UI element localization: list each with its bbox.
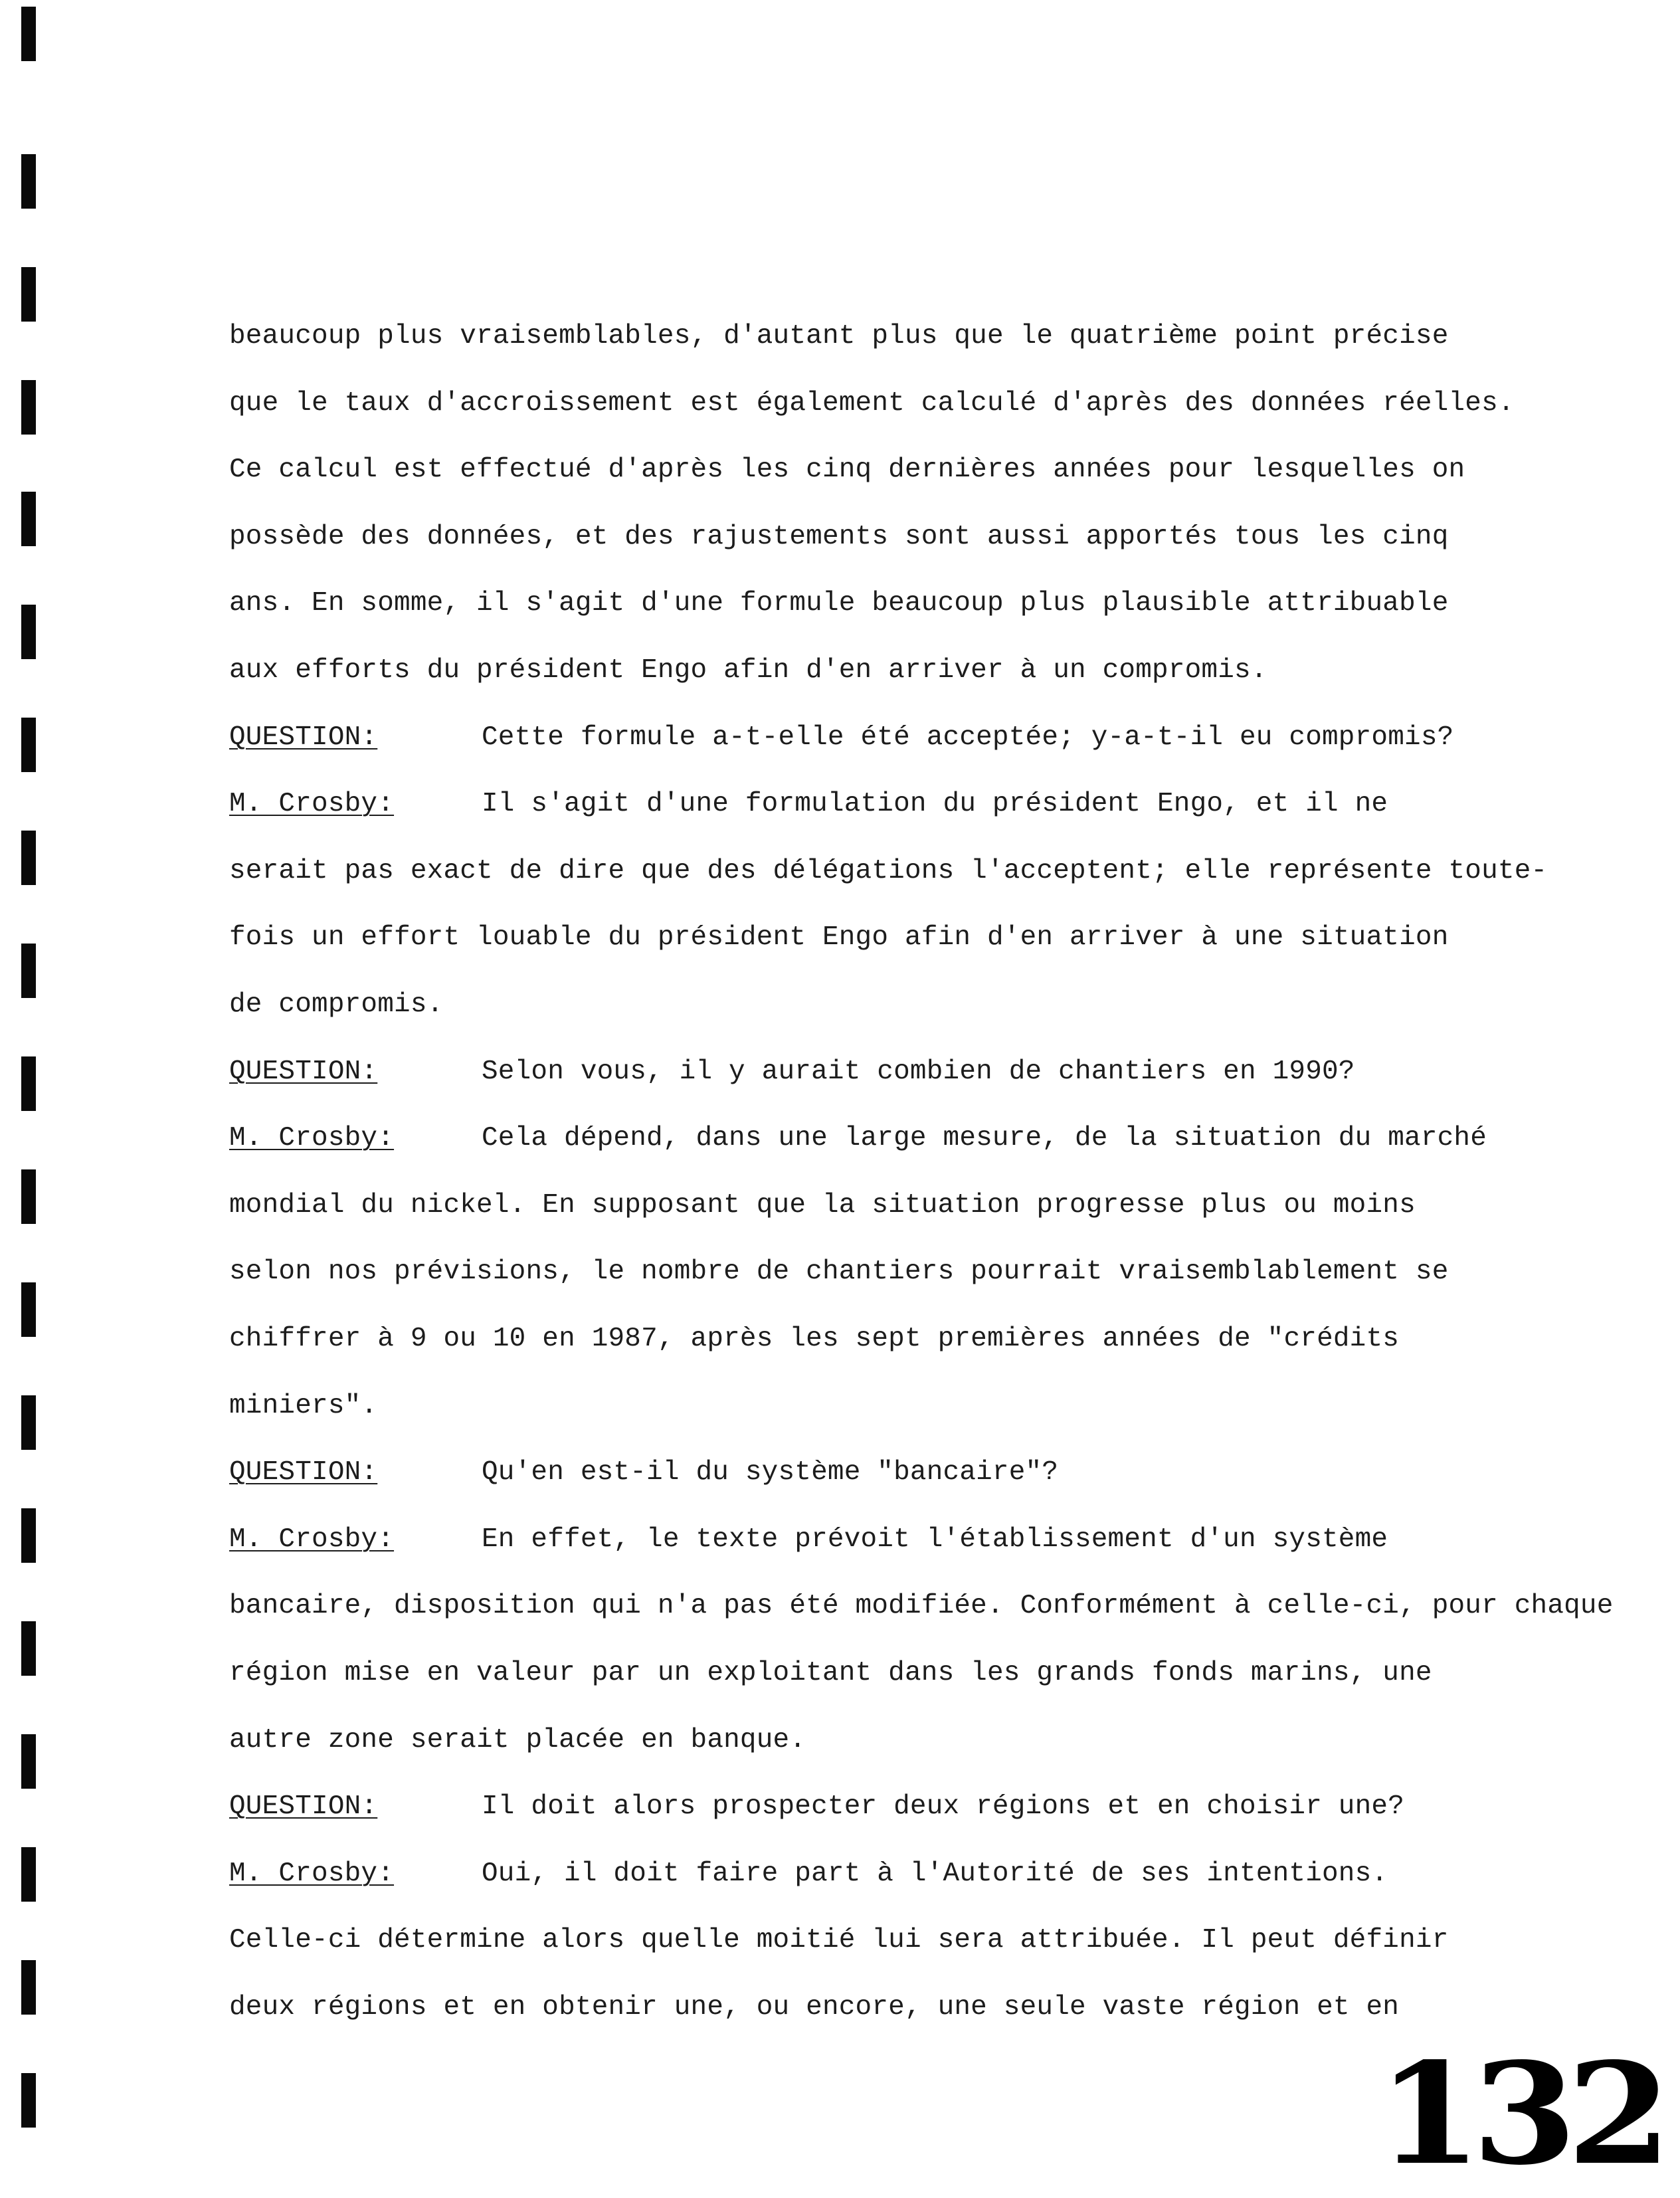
dialogue-line	[229, 788, 1388, 820]
line-text: bancaire, disposition qui n'a pas été modifiée. Conformément à celle-ci, pour chaque	[229, 1591, 1614, 1621]
speaker-label: M. Crosby:	[229, 1123, 395, 1153]
text-line	[229, 1657, 1432, 1689]
text-line	[229, 1256, 1449, 1288]
speaker-label: QUESTION:	[229, 722, 378, 753]
text-line	[229, 587, 1449, 619]
text-line	[229, 454, 1465, 486]
speaker-label: QUESTION:	[229, 1056, 378, 1087]
line-text: fois un effort louable du président Engo afin d'en arriver à une situation	[229, 922, 1449, 953]
text-line	[229, 1590, 1614, 1622]
dialogue-line	[229, 1791, 1404, 1823]
line-text: Cette formule a-t-elle été acceptée; y-a-t-il eu compromis?	[482, 722, 1454, 753]
line-text: Il doit alors prospecter deux régions et en choisir une?	[482, 1791, 1405, 1822]
page-number: 132	[1376, 2032, 1661, 2196]
dialogue-line	[229, 1456, 1058, 1488]
text-line	[229, 521, 1449, 553]
line-text: aux efforts du président Engo afin d'en arriver à un compromis.	[229, 655, 1267, 686]
text-line	[229, 1724, 806, 1756]
line-text: beaucoup plus vraisemblables, d'autant plus que le quatrième point précise	[229, 321, 1449, 351]
line-text: autre zone serait placée en banque.	[229, 1725, 806, 1755]
line-text: Qu'en est-il du système "bancaire"?	[482, 1457, 1059, 1488]
line-text: ans. En somme, il s'agit d'une formule beaucoup plus plausible attribuable	[229, 588, 1449, 619]
line-text: Cela dépend, dans une large mesure, de la situation du marché	[482, 1123, 1487, 1153]
line-text: de compromis.	[229, 989, 444, 1020]
text-line	[229, 1390, 377, 1422]
line-text: miniers".	[229, 1391, 378, 1421]
line-text: région mise en valeur par un exploitant dans les grands fonds marins, une	[229, 1658, 1432, 1688]
text-line	[229, 922, 1449, 953]
dialogue-line	[229, 1524, 1388, 1555]
line-text: que le taux d'accroissement est également calculé d'après des données réelles.	[229, 388, 1515, 419]
line-text: En effet, le texte prévoit l'établissement d'un système	[482, 1524, 1388, 1555]
line-text: possède des données, et des rajustements sont aussi apportés tous les cinq	[229, 522, 1449, 552]
line-text: mondial du nickel. En supposant que la situation progresse plus ou moins	[229, 1190, 1416, 1221]
line-text: Ce calcul est effectué d'après les cinq dernières années pour lesquelles on	[229, 454, 1465, 485]
line-text: Celle-ci détermine alors quelle moitié lui sera attribuée. Il peut définir	[229, 1925, 1449, 1955]
line-text: Selon vous, il y aurait combien de chantiers en 1990?	[482, 1056, 1355, 1087]
speaker-label: QUESTION:	[229, 1791, 378, 1822]
line-text: Il s'agit d'une formulation du président Engo, et il ne	[482, 789, 1388, 819]
text-line	[229, 320, 1449, 352]
line-text: Oui, il doit faire part à l'Autorité de ses intentions.	[482, 1858, 1388, 1889]
dialogue-line	[229, 1858, 1388, 1890]
text-line	[229, 654, 1267, 686]
dialogue-line	[229, 1122, 1487, 1154]
line-text: selon nos prévisions, le nombre de chantiers pourrait vraisemblablement se	[229, 1256, 1449, 1287]
text-line	[229, 387, 1515, 419]
speaker-label: M. Crosby:	[229, 789, 395, 819]
speaker-label: QUESTION:	[229, 1457, 378, 1488]
text-line	[229, 1991, 1399, 2023]
line-text: serait pas exact de dire que des délégations l'acceptent; elle représente toute-	[229, 856, 1548, 886]
text-line	[229, 855, 1547, 887]
text-line	[229, 1323, 1399, 1355]
text-line	[229, 989, 443, 1021]
text-line	[229, 1924, 1449, 1956]
speaker-label: M. Crosby:	[229, 1524, 395, 1555]
text-line	[229, 1189, 1416, 1221]
speaker-label: M. Crosby:	[229, 1858, 395, 1889]
line-text: chiffrer à 9 ou 10 en 1987, après les sept premières années de "crédits	[229, 1324, 1400, 1354]
dialogue-line	[229, 722, 1453, 753]
dialogue-line	[229, 1056, 1355, 1088]
line-text: deux régions et en obtenir une, ou encore, une seule vaste région et en	[229, 1992, 1400, 2023]
